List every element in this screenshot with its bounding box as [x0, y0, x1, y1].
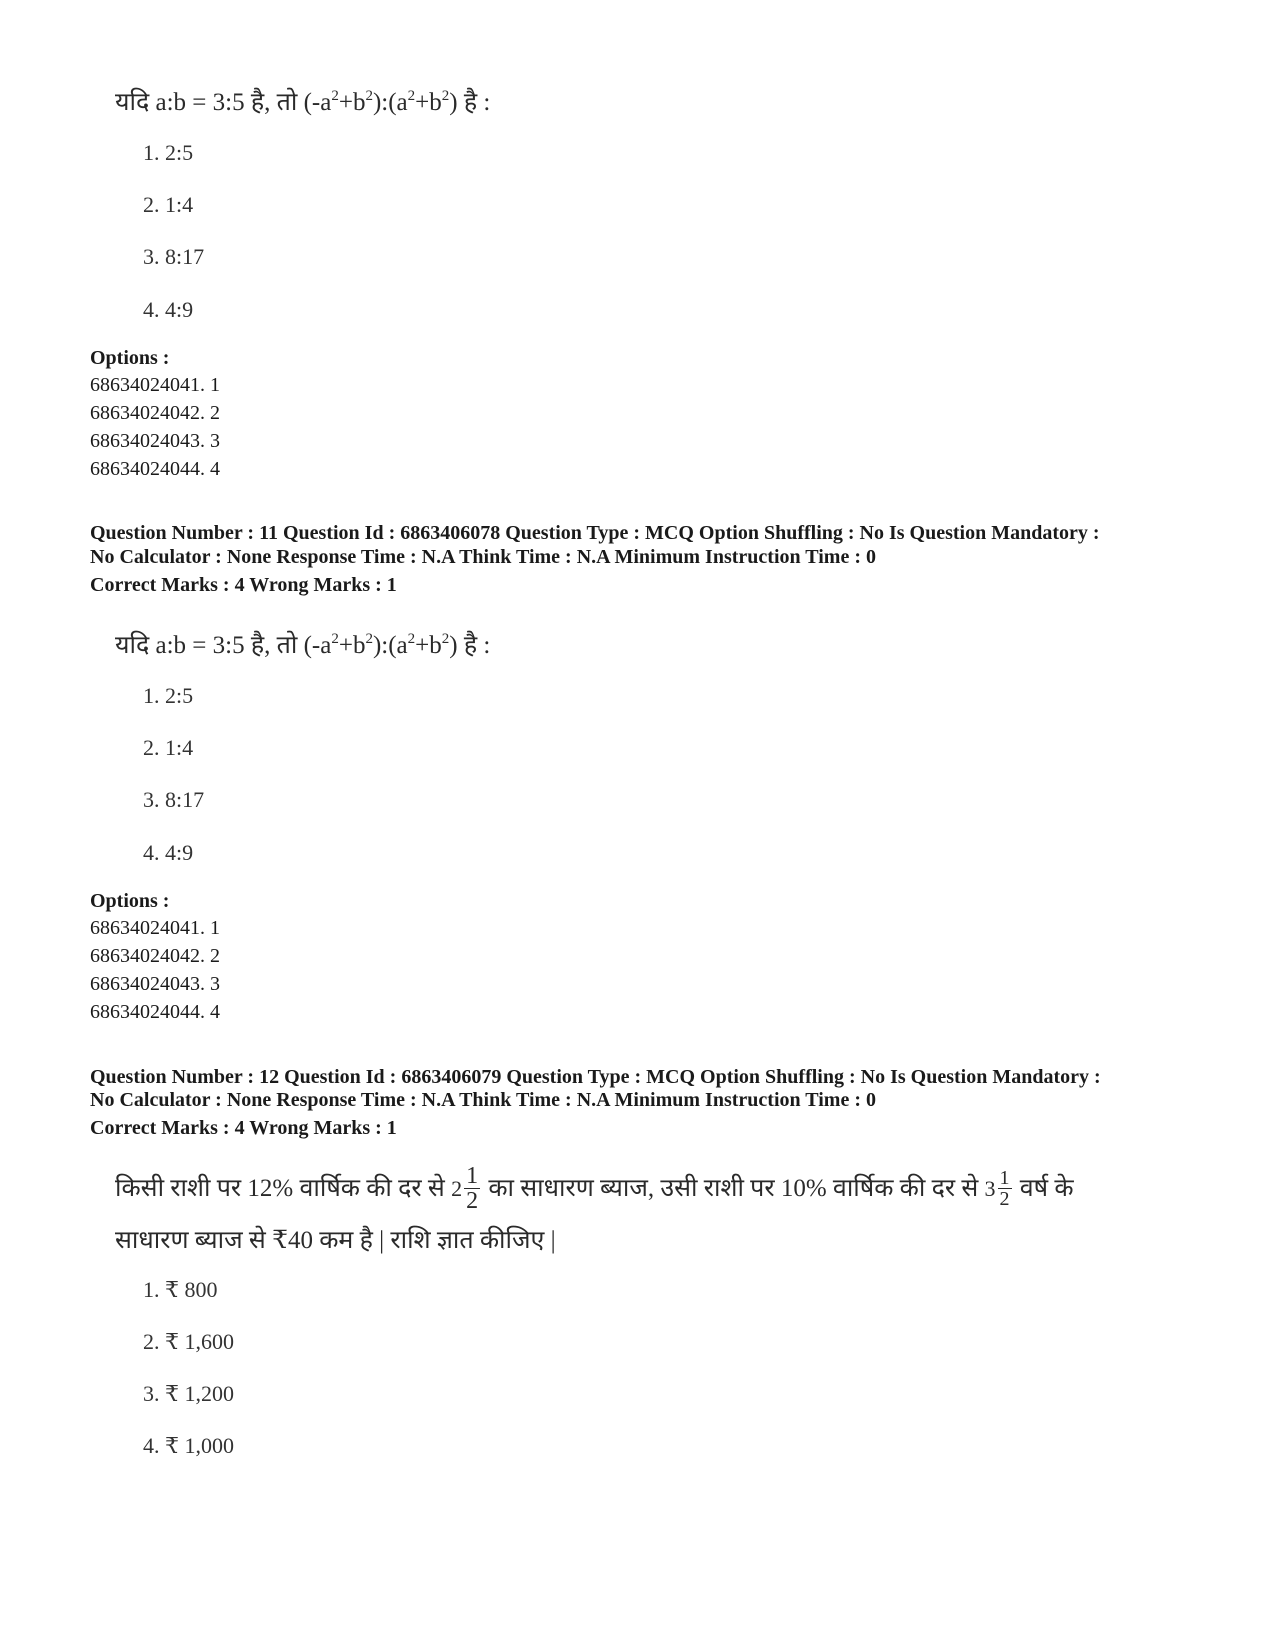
q11-exp: 2: [441, 631, 450, 647]
q11-marks: Correct Marks : 4 Wrong Marks : 1: [90, 574, 397, 596]
q11-question-text: [115, 627, 490, 661]
q10-choice-1: 1. 2:5: [143, 140, 194, 165]
q12-choice-2: 2. ₹ 1,600: [143, 1329, 234, 1354]
q10-exp: 2: [365, 88, 373, 104]
q12-mixed-whole: 3: [984, 1176, 996, 1202]
q10-options-label: Options :: [90, 347, 170, 369]
q12-marks: Correct Marks : 4 Wrong Marks : 1: [90, 1117, 397, 1139]
q11-choice-1: 1. 2:5: [143, 683, 194, 708]
q11-exp: 2: [365, 631, 373, 647]
q11-meta-line-1: Question Number : 11 Question Id : 6863406078 Question Type : MCQ Option Shuffling : No Is Question Mandatory :: [90, 522, 1100, 544]
q11-option-id-4: 68634024044. 4: [90, 1001, 220, 1023]
q11-choice-2: 2. 1:4: [143, 735, 194, 760]
q10-text-part: +b: [415, 89, 442, 116]
q11-meta-line-2: No Calculator : None Response Time : N.A Think Time : N.A Minimum Instruction Time : 0: [90, 546, 876, 568]
q12-fraction-denominator: 2: [466, 1188, 479, 1214]
q12-mixed-whole: 2: [451, 1176, 463, 1202]
q12-text-part: का साधारण ब्याज, उसी राशी पर 10% वार्षिक की दर से: [482, 1175, 985, 1203]
q10-text-part: यदि a:b = 3:5 है, तो (-a: [115, 89, 332, 116]
q12-fraction-numerator: 1: [999, 1167, 1010, 1189]
q11-exp: 2: [407, 631, 416, 647]
q12-question-line-1: [115, 1163, 1074, 1215]
q11-option-id-2: 68634024042. 2: [90, 945, 220, 967]
q11-text-part: यदि a:b = 3:5 है, तो (-a: [115, 632, 332, 659]
q11-option-id-1: 68634024041. 1: [90, 917, 220, 939]
q10-option-id-2: 68634024042. 2: [90, 402, 220, 424]
q12-text-part: वर्ष के: [1013, 1175, 1074, 1203]
q12-fraction-numerator: 1: [466, 1163, 479, 1189]
q10-question-text: [115, 84, 490, 118]
q10-text-part: +b: [338, 89, 366, 116]
q11-text-part: +b: [415, 632, 442, 659]
q12-choice-1: 1. ₹ 800: [143, 1277, 218, 1302]
q10-exp: 2: [331, 88, 339, 104]
q10-option-id-1: 68634024041. 1: [90, 374, 220, 396]
q11-choice-4: 4. 4:9: [143, 840, 194, 865]
q10-text-part: ) है :: [449, 89, 491, 116]
q10-option-id-3: 68634024043. 3: [90, 430, 220, 452]
q12-question-line-2: साधारण ब्याज से ₹40 कम है | राशि ज्ञात कीजिए |: [115, 1227, 556, 1254]
q12-meta-line-2: No Calculator : None Response Time : N.A Think Time : N.A Minimum Instruction Time : 0: [90, 1089, 876, 1111]
q12-fraction: [464, 1164, 480, 1213]
q12-fraction: [998, 1168, 1012, 1209]
q11-text-part: ) है :: [449, 632, 491, 659]
q12-choice-3: 3. ₹ 1,200: [143, 1381, 234, 1406]
q11-options-label: Options :: [90, 890, 170, 912]
q10-text-part: ):(a: [372, 89, 408, 116]
q12-text-part: किसी राशी पर 12% वार्षिक की दर से: [115, 1175, 452, 1203]
q11-option-id-3: 68634024043. 3: [90, 973, 220, 995]
q10-exp: 2: [441, 88, 450, 104]
q12-choice-4: 4. ₹ 1,000: [143, 1433, 234, 1458]
q11-text-part: ):(a: [372, 632, 408, 659]
q10-option-id-4: 68634024044. 4: [90, 458, 220, 480]
q12-fraction-denominator: 2: [999, 1188, 1010, 1210]
q10-choice-3: 3. 8:17: [143, 244, 205, 269]
q10-exp: 2: [407, 88, 416, 104]
q11-exp: 2: [331, 631, 339, 647]
q11-text-part: +b: [338, 632, 366, 659]
q12-meta-line-1: Question Number : 12 Question Id : 6863406079 Question Type : MCQ Option Shuffling : No Is Question Mandatory :: [90, 1066, 1101, 1088]
q11-choice-3: 3. 8:17: [143, 787, 205, 812]
q10-choice-2: 2. 1:4: [143, 192, 194, 217]
q10-choice-4: 4. 4:9: [143, 297, 194, 322]
